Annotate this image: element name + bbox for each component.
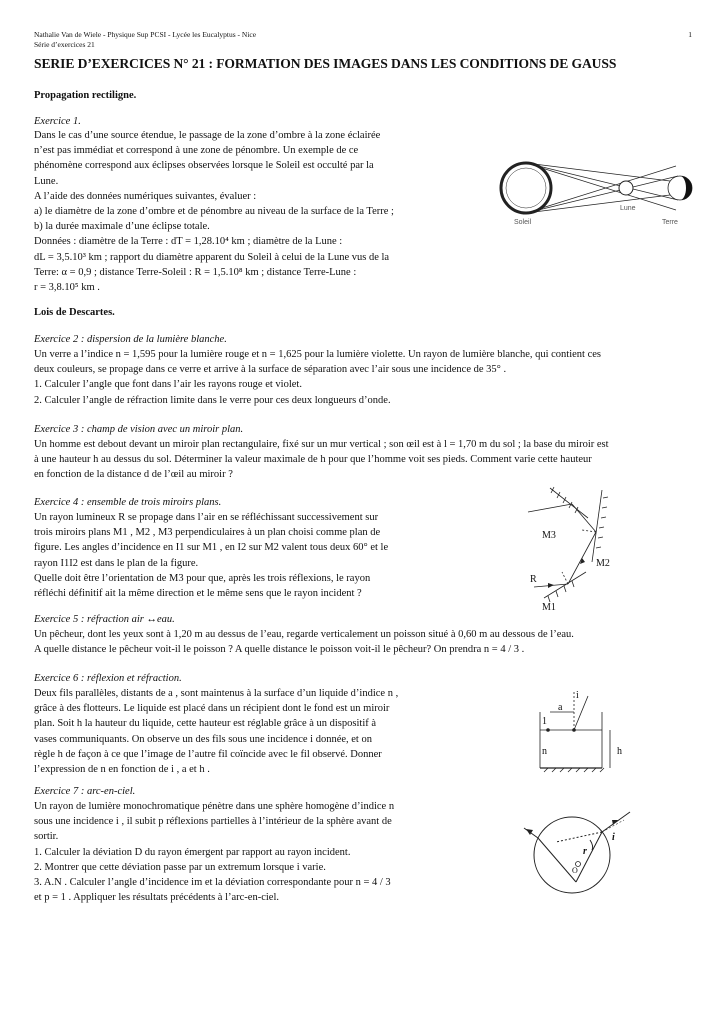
text-line: et p = 1 . Appliquer les résultats précédents à l’arc-en-ciel. — [34, 892, 279, 904]
text-line: phénomène correspond aux éclipses observées lorsque le Soleil est occulté par la — [34, 160, 374, 172]
header-line-1: Nathalie Van de Wiele - Physique Sup PCSI - Lycée les Eucalyptus - Nice — [34, 30, 257, 39]
sun-label: Soleil — [514, 219, 532, 226]
section-heading-propagation: Propagation rectiligne. — [34, 90, 137, 101]
text-line: à une hauteur h au dessus du sol. Déterminer la valeur maximale de h pour que l’homme voit ses pieds. Comment varie cette hauteur — [34, 454, 592, 466]
text-line: 1. Calculer l’angle que font dans l’air les rayons rouge et violet. — [34, 379, 302, 391]
text-line: grâce à des flotteurs. Le liquide est placé dans un récipient dont le fond est un miroir — [34, 703, 390, 715]
text-line: règle h de façon à ce que l’image de l’autre fil coïncide avec le fil observé. Donner — [34, 748, 382, 760]
rainbow-sphere-figure — [520, 800, 635, 900]
text-line: Lune. — [34, 175, 59, 187]
text-line: vases communiquants. On observe un des fils sous une incidence i donnée, et on — [34, 733, 372, 745]
distance-a-label: a — [558, 702, 563, 713]
text-line: Dans le cas d’une source étendue, le passage de la zone d’ombre à la zone éclairée — [34, 130, 381, 141]
moon-label: Lune — [620, 205, 636, 212]
height-h-label: h — [617, 746, 622, 757]
m1-label: M1 — [542, 602, 556, 613]
text-line: sortir. — [34, 831, 59, 843]
angle-i-label: i — [576, 690, 579, 701]
index-n-label: n — [542, 746, 547, 757]
text-line: sous une incidence i , il subit p réflexions partielles à l’intérieur de la sphère avant de — [34, 816, 392, 828]
text-line: n’est pas immédiat et correspond à une zone de pénombre. Un exemple de ce — [34, 145, 359, 157]
text-line: b) la durée maximale d’une éclipse totale. — [34, 221, 210, 233]
exercise-5-text — [34, 627, 574, 657]
exercise-7-text — [34, 799, 394, 905]
section-heading-descartes: Lois de Descartes. — [34, 307, 115, 318]
exercise-1-title: Exercice 1. — [34, 116, 81, 127]
text-line: Un verre a l’indice n = 1,595 pour la lumière rouge et n = 1,625 pour la lumière violette. Un rayon de lumière blanche, qui contient ces — [34, 349, 601, 360]
eclipse-figure — [498, 150, 698, 232]
exercise-2-text — [34, 347, 601, 408]
header-line-2: Série d’exercices 21 — [34, 40, 95, 49]
text-line: a) le diamètre de la zone d’ombre et de pénombre au niveau de la surface de la Terre ; — [34, 206, 394, 218]
text-line: 2. Calculer l’angle de réfraction limite dans le verre pour ces deux longueurs d’onde. — [34, 394, 391, 406]
text-line: A l’aide des données numériques suivantes, évaluer : — [34, 190, 257, 202]
exercise-6-title: Exercice 6 : réflexion et réfraction. — [34, 673, 182, 684]
text-line: dL = 3,5.10³ km ; rapport du diamètre apparent du Soleil à celui de la Lune vus de la — [34, 251, 390, 263]
exercise-4-text — [34, 510, 388, 601]
page-header — [34, 30, 692, 50]
text-line: figure. Les angles d’incidence en I1 sur M1 , en I2 sur M2 valent tous deux 60° et le — [34, 542, 389, 554]
exercise-4-title: Exercice 4 : ensemble de trois miroirs plans. — [34, 497, 222, 508]
exercise-2-title: Exercice 2 : dispersion de la lumière blanche. — [34, 334, 227, 345]
text-line: réfléchi définitif ait la même direction et le même sens que le rayon incident ? — [34, 588, 362, 600]
angle-i-label: i — [612, 832, 615, 843]
document-title: SERIE D’EXERCICES N° 21 : FORMATION DES IMAGES DANS LES CONDITIONS DE GAUSS — [34, 56, 617, 71]
exercise-7-title: Exercice 7 : arc-en-ciel. — [34, 786, 136, 797]
m3-label: M3 — [542, 530, 556, 541]
page-number: 1 — [688, 30, 692, 39]
text-line: deux couleurs, se propage dans ce verre et arrive à la surface de séparation avec l’air sous une incidence de 35° . — [34, 364, 507, 376]
text-line: l’expression de n en fonction de i , a et h . — [34, 764, 210, 776]
text-line: trois miroirs plans M1 , M2 , M3 perpendiculaires à un plan choisi comme plan de — [34, 527, 381, 539]
text-line: r = 3,8.10⁵ km . — [34, 282, 100, 294]
text-line: Un rayon lumineux R se propage dans l’air en se réfléchissant successivement sur — [34, 512, 379, 523]
m2-label: M2 — [596, 558, 610, 569]
angle-r-label: r — [583, 846, 587, 857]
text-line: A quelle distance le pêcheur voit-il le poisson ? A quelle distance le poisson voit-il le pêcheur? On prendra n = 4 / 3 . — [34, 644, 525, 656]
text-line: Données : diamètre de la Terre : dT = 1,28.10⁴ km ; diamètre de la Lune : — [34, 236, 343, 248]
exercise-3-title: Exercice 3 : champ de vision avec un miroir plan. — [34, 424, 244, 435]
ray-label: R — [530, 574, 537, 585]
exercise-5-title: Exercice 5 : réfraction air ↔eau. — [34, 614, 175, 625]
exercise-3-text — [34, 437, 609, 483]
exercise-1-text — [34, 128, 394, 295]
text-line: 3. A.N . Calculer l’angle d’incidence im et la déviation correspondante pour n = 4 / 3 — [34, 877, 391, 889]
text-line: Un pêcheur, dont les yeux sont à 1,20 m au dessus de l’eau, regarde verticalement un poisson situé à 0,60 m au dessous de l’eau. — [34, 629, 574, 640]
three-mirrors-figure — [524, 484, 629, 614]
liquid-wires-figure — [530, 682, 640, 782]
text-line: Deux fils parallèles, distants de a , sont maintenus à la surface d’un liquide d’indice n , — [34, 688, 399, 699]
text-line: 1. Calculer la déviation D du rayon émergent par rapport au rayon incident. — [34, 846, 351, 858]
text-line: en fonction de la distance d de l’œil au miroir ? — [34, 469, 233, 481]
exercise-6-text — [34, 686, 398, 777]
text-line: plan. Soit h la hauteur du liquide, cette hauteur est réglable grâce à un dispositif à — [34, 718, 377, 730]
text-line: Un homme est debout devant un miroir plan rectangulaire, fixé sur un mur vertical ; son œil est à l = 1,70 m du sol ; la base du miroir est — [34, 439, 609, 450]
text-line: rayon I1I2 est dans le plan de la figure. — [34, 557, 199, 569]
wire-1-label: 1 — [542, 716, 547, 727]
text-line: Quelle doit être l’orientation de M3 pour que, après les trois réflexions, le rayon — [34, 572, 371, 584]
text-line: Un rayon de lumière monochromatique pénètre dans une sphère homogène d’indice n — [34, 801, 395, 812]
text-line: 2. Montrer que cette déviation passe par un extremum lorsque i varie. — [34, 861, 326, 873]
earth-label: Terre — [662, 219, 678, 226]
text-line: Terre: α = 0,9 ; distance Terre-Soleil : R = 1,5.10⁸ km ; distance Terre-Lune : — [34, 266, 357, 278]
center-o-label: O — [572, 866, 578, 875]
